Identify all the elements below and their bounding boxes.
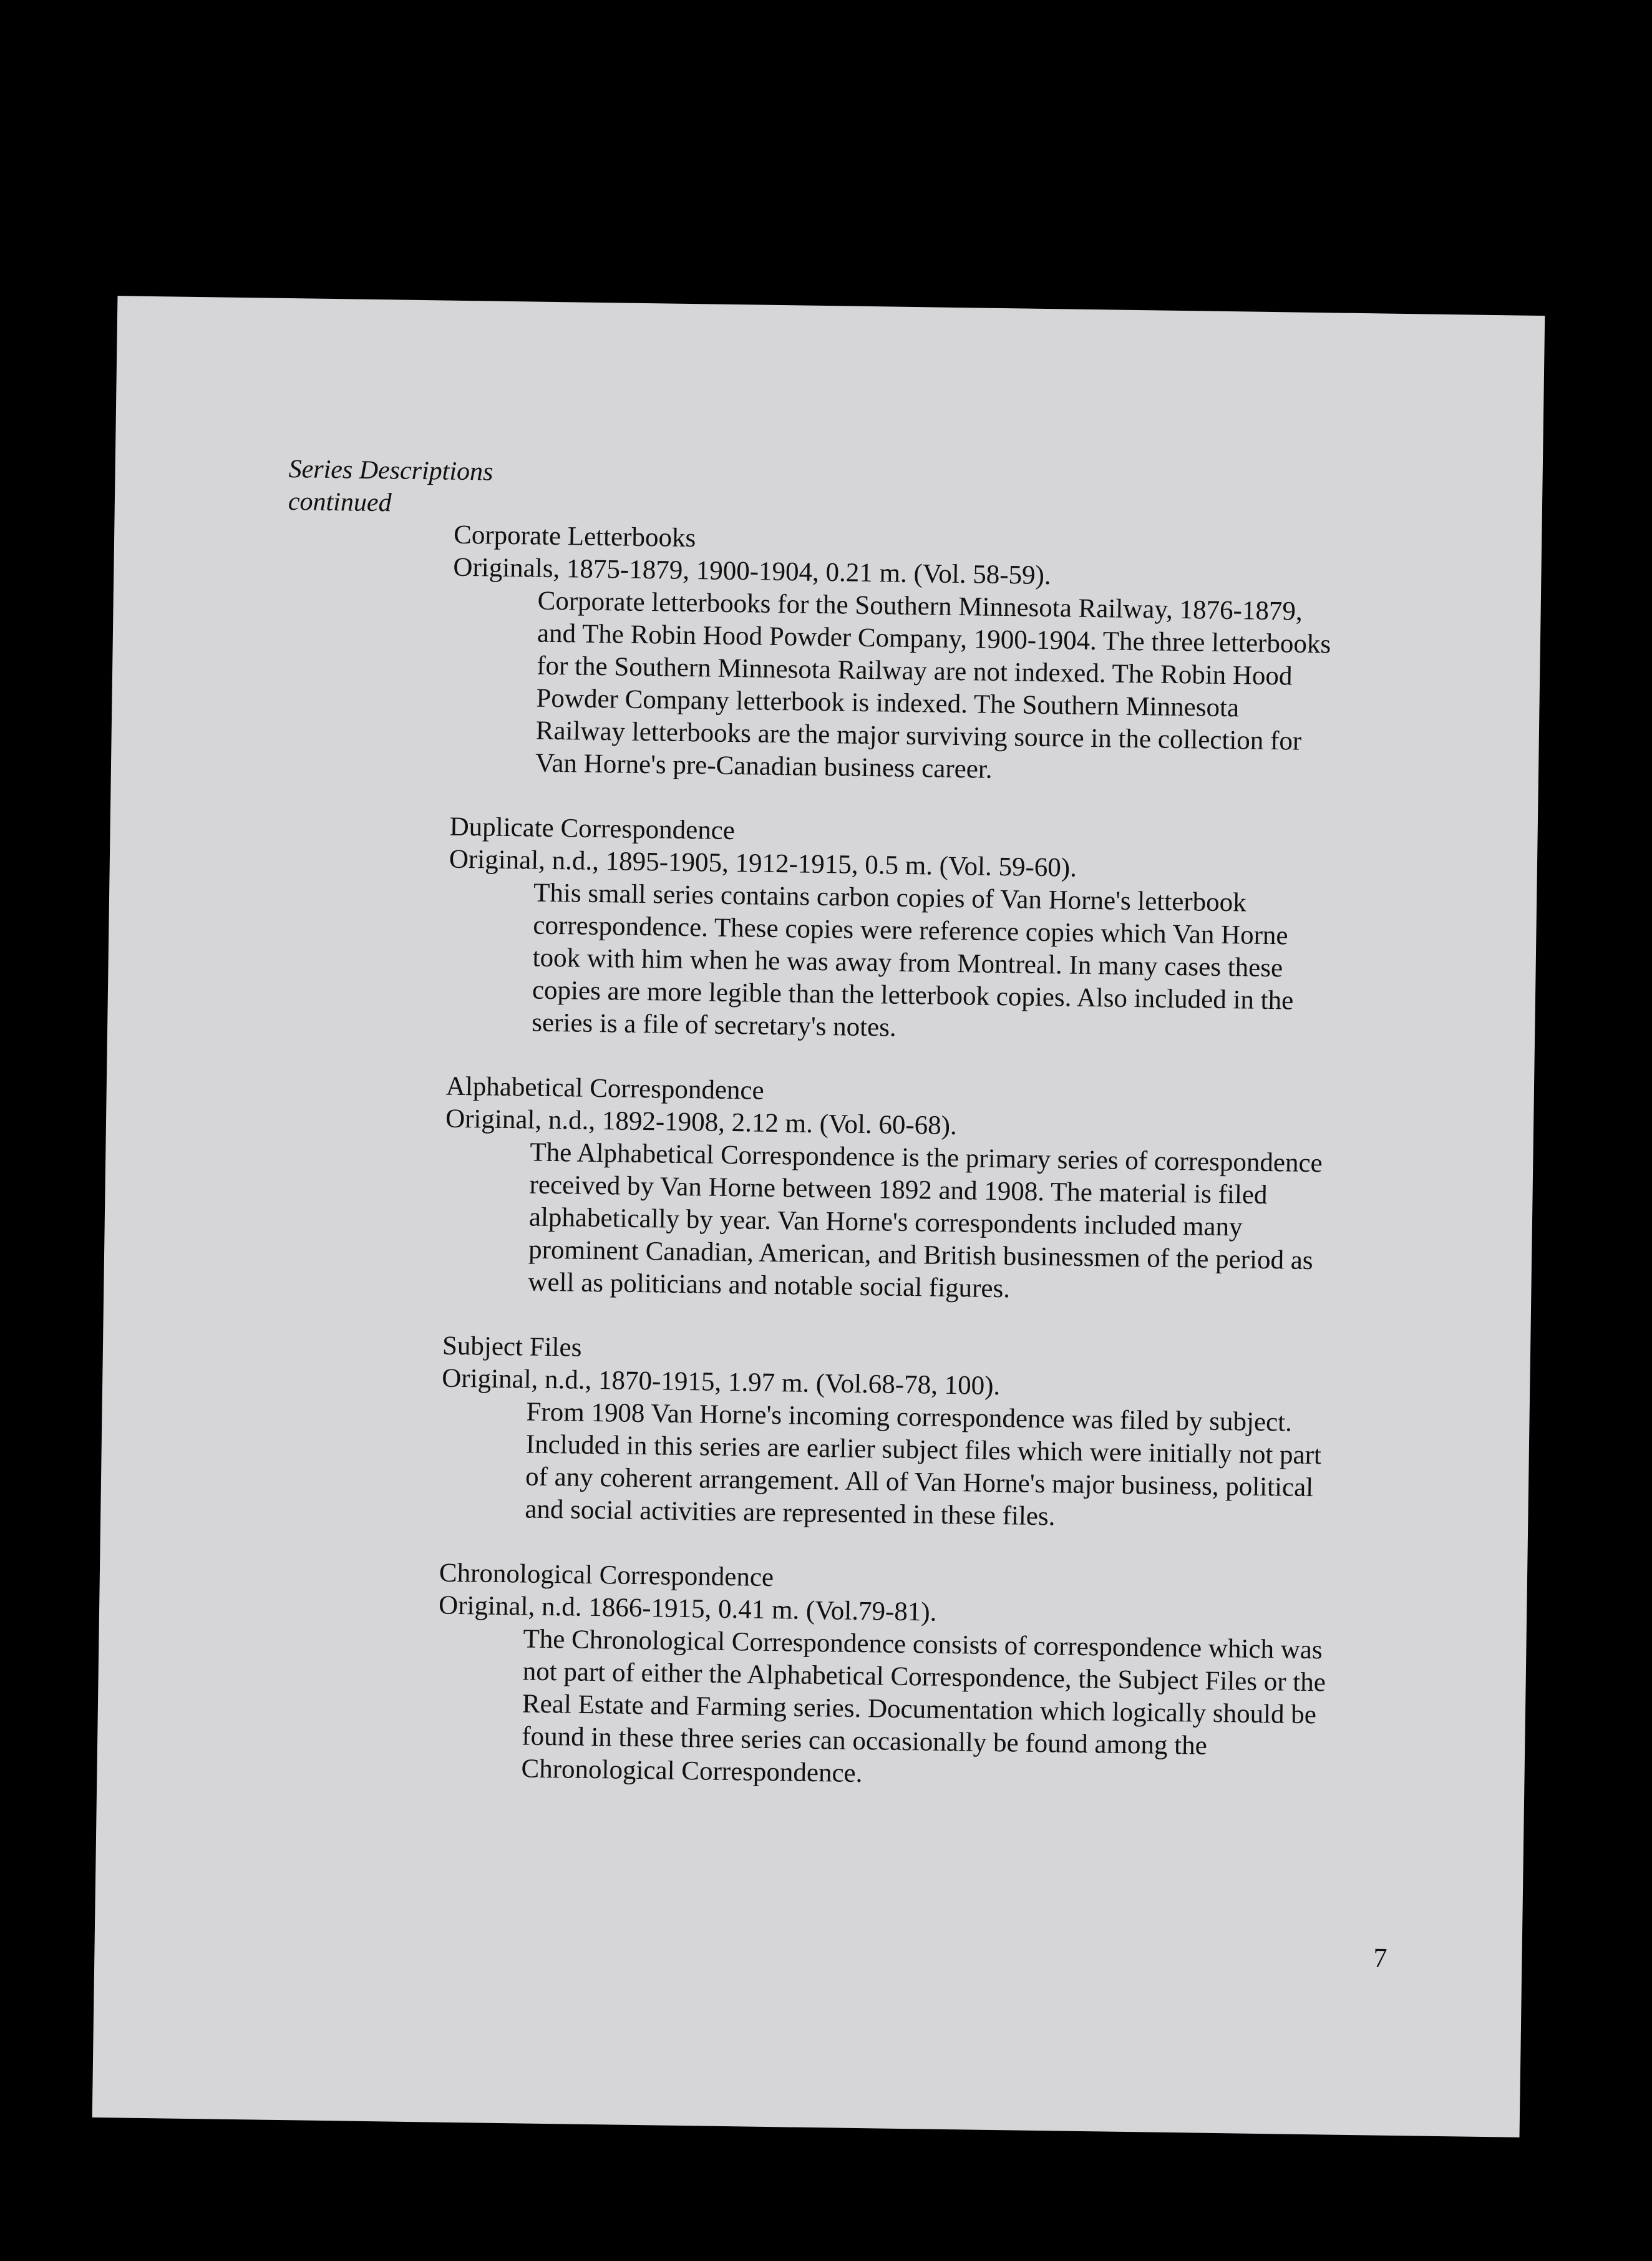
section-heading [288,453,493,521]
series-description [528,1137,1418,1311]
series-entry [447,811,1423,1052]
series-extent: Originals, 1875-1879, 1900-1904, 0.21 m. (Vol. 58-59). [453,552,1052,591]
description-line: copies are more legible than the letterbook copies. Also included in the [532,975,1294,1016]
series-title: Duplicate Correspondence [449,812,736,846]
description-line: of any coherent arrangement. All of Van Horne's major business, political [525,1462,1314,1503]
series-title: Corporate Letterbooks [453,520,696,553]
series-entry [436,1557,1412,1798]
description-line: well as politicians and notable social figures. [528,1267,1011,1304]
series-extent: Original, n.d., 1895-1905, 1912-1915, 0.5 m. (Vol. 59-60). [449,844,1077,883]
description-line: Real Estate and Farming series. Documentation which logically should be [522,1689,1317,1730]
description-line: alphabetically by year. Van Horne's correspondents included many [528,1202,1243,1242]
section-heading-title: Series Descriptions [288,455,493,487]
description-line: correspondence. These copies were reference copies which Van Horne [533,910,1288,951]
description-line: The Chronological Correspondence consists of correspondence which was [523,1624,1323,1665]
description-line: and The Robin Hood Powder Company, 1900-1904. The three letterbooks [537,618,1331,659]
series-extent: Original, n.d., 1892-1908, 2.12 m. (Vol. 60-68). [445,1104,958,1141]
page-number: 7 [1373,1942,1387,1973]
description-line: This small series contains carbon copies of Van Horne's letterbook [533,878,1247,918]
description-line: for the Southern Minnesota Railway are not indexed. The Robin Hood [536,651,1293,691]
description-line: took with him when he was away from Montreal. In many cases these [532,943,1283,983]
series-entry [443,1071,1419,1311]
description-line: Railway letterbooks are the major surviving source in the collection for [535,716,1302,756]
series-entry [450,519,1427,792]
description-line: found in these three series can occasionally be found among the [521,1721,1208,1761]
series-list [436,519,1427,1831]
description-line: Included in this series are earlier subject files which were initially not part [525,1429,1322,1471]
description-line: and social activities are represented in these files. [525,1494,1056,1532]
description-line: Powder Company letterbook is indexed. The Southern Minnesota [536,683,1240,723]
description-line: prominent Canadian, American, and British businessmen of the period as [528,1235,1313,1276]
description-line: not part of either the Alphabetical Correspondence, the Subject Files or the [522,1656,1326,1698]
description-line: received by Van Horne between 1892 and 1908. The material is filed [529,1170,1268,1210]
series-description [521,1623,1411,1797]
series-title: Chronological Correspondence [439,1558,774,1593]
description-line: Corporate letterbooks for the Southern Minnesota Railway, 1876-1879, [537,586,1303,626]
description-line: Chronological Correspondence. [521,1754,863,1789]
section-heading-continued: continued [288,487,392,518]
series-extent: Original, n.d., 1870-1915, 1.97 m. (Vol.68-78, 100). [441,1363,1001,1401]
series-description [532,877,1422,1052]
description-line: Van Horne's pre-Canadian business career. [535,748,993,784]
document-page [92,296,1545,2137]
series-entry [440,1330,1416,1539]
description-line: The Alphabetical Correspondence is the primary series of correspondence [530,1137,1323,1179]
description-line: From 1908 Van Horne's incoming correspondence was filed by subject. [526,1397,1293,1437]
series-description [525,1396,1415,1538]
series-title: Alphabetical Correspondence [445,1071,764,1106]
description-line: series is a file of secretary's notes. [531,1008,897,1043]
series-extent: Original, n.d. 1866-1915, 0.41 m. (Vol.79-81). [438,1590,937,1627]
series-description [535,585,1426,792]
series-title: Subject Files [442,1331,582,1363]
